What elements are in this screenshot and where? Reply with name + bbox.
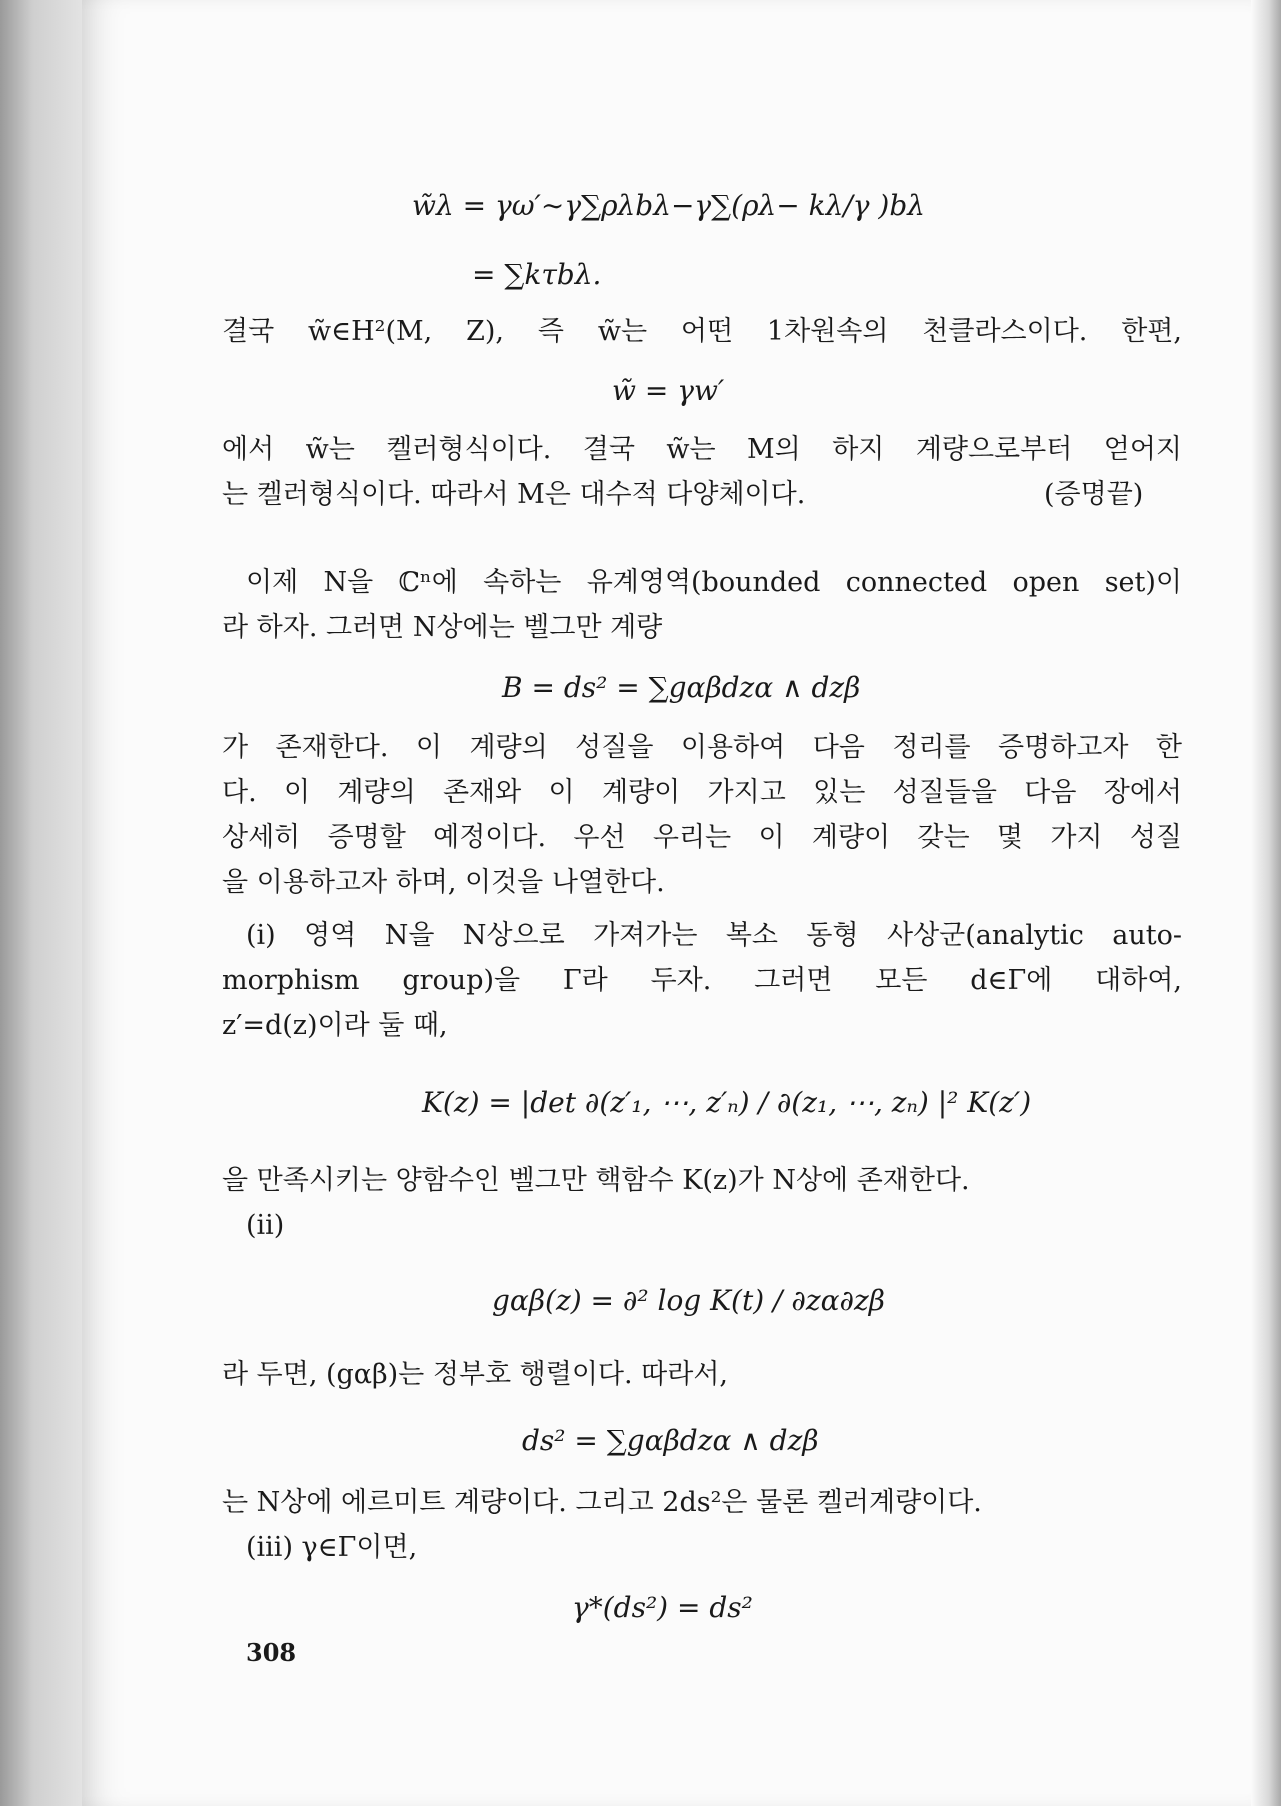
equation-2: w̃ = γw′	[612, 374, 725, 407]
text-line: 을 만족시키는 양함수인 벨그만 핵함수 K(z)가 N상에 존재한다.	[222, 1165, 970, 1196]
equation-7: γ*(ds²) = ds²	[572, 1591, 753, 1624]
text-line: 에서 w̃는 켈러형식이다. 결국 w̃는 M의 하지 계량으로부터 얻어지	[222, 434, 1182, 465]
proof-end-mark: (증명끝)	[1044, 479, 1144, 510]
text-line: (iii) γ∈Γ이면,	[246, 1532, 418, 1563]
page-number: 308	[246, 1638, 297, 1667]
text-line: 라 하자. 그러면 N상에는 벨그만 계량	[222, 612, 663, 643]
text-line: (i) 영역 N을 N상으로 가져가는 복소 동형 사상군(analytic auto-	[246, 920, 1182, 951]
text-line: 라 두면, (gαβ)는 정부호 행렬이다. 따라서,	[222, 1359, 729, 1390]
equation-3: B = ds² = ∑gαβdzα ∧ dzβ	[502, 671, 861, 704]
text-line: 다. 이 계량의 존재와 이 계량이 가지고 있는 성질들을 다음 장에서	[222, 777, 1182, 808]
equation-6: ds² = ∑gαβdzα ∧ dzβ	[522, 1424, 819, 1457]
text-line: (ii)	[246, 1210, 285, 1241]
text-line: morphism group)을 Γ라 두자. 그러면 모든 d∈Γ에 대하여,	[222, 965, 1182, 996]
text-line: 는 켈러형식이다. 따라서 M은 대수적 다양체이다.	[222, 479, 806, 510]
equation-1-line-1: w̃λ = γω′∼γ∑ρλbλ−γ∑(ρλ− kλ/γ )bλ	[412, 189, 926, 222]
equation-5: gαβ(z) = ∂² log K(t) / ∂zα∂zβ	[492, 1284, 885, 1317]
text-line: 는 N상에 에르미트 계량이다. 그리고 2ds²은 물론 켈러계량이다.	[222, 1487, 982, 1518]
text-line: z′=d(z)이라 둘 때,	[222, 1010, 448, 1041]
book-spine	[0, 0, 82, 1806]
page-edge	[1251, 0, 1281, 1806]
text-line: 이제 N을 ℂⁿ에 속하는 유계영역(bounded connected open set)이	[246, 567, 1182, 598]
text-line: 결국 w̃∈H²(M, Z), 즉 w̃는 어떤 1차원속의 천클라스이다. 한편,	[222, 316, 1182, 347]
equation-1-line-2: = ∑kτbλ.	[472, 258, 602, 291]
text-line: 을 이용하고자 하며, 이것을 나열한다.	[222, 867, 665, 898]
book-page	[82, 0, 1281, 1806]
text-line: 가 존재한다. 이 계량의 성질을 이용하여 다음 정리를 증명하고자 한	[222, 732, 1182, 763]
equation-4: K(z) = |det ∂(z′₁, ⋯, z′ₙ) / ∂(z₁, ⋯, zₙ) |² K(z′)	[422, 1086, 1032, 1119]
text-line: 상세히 증명할 예정이다. 우선 우리는 이 계량이 갖는 몇 가지 성질	[222, 822, 1182, 853]
